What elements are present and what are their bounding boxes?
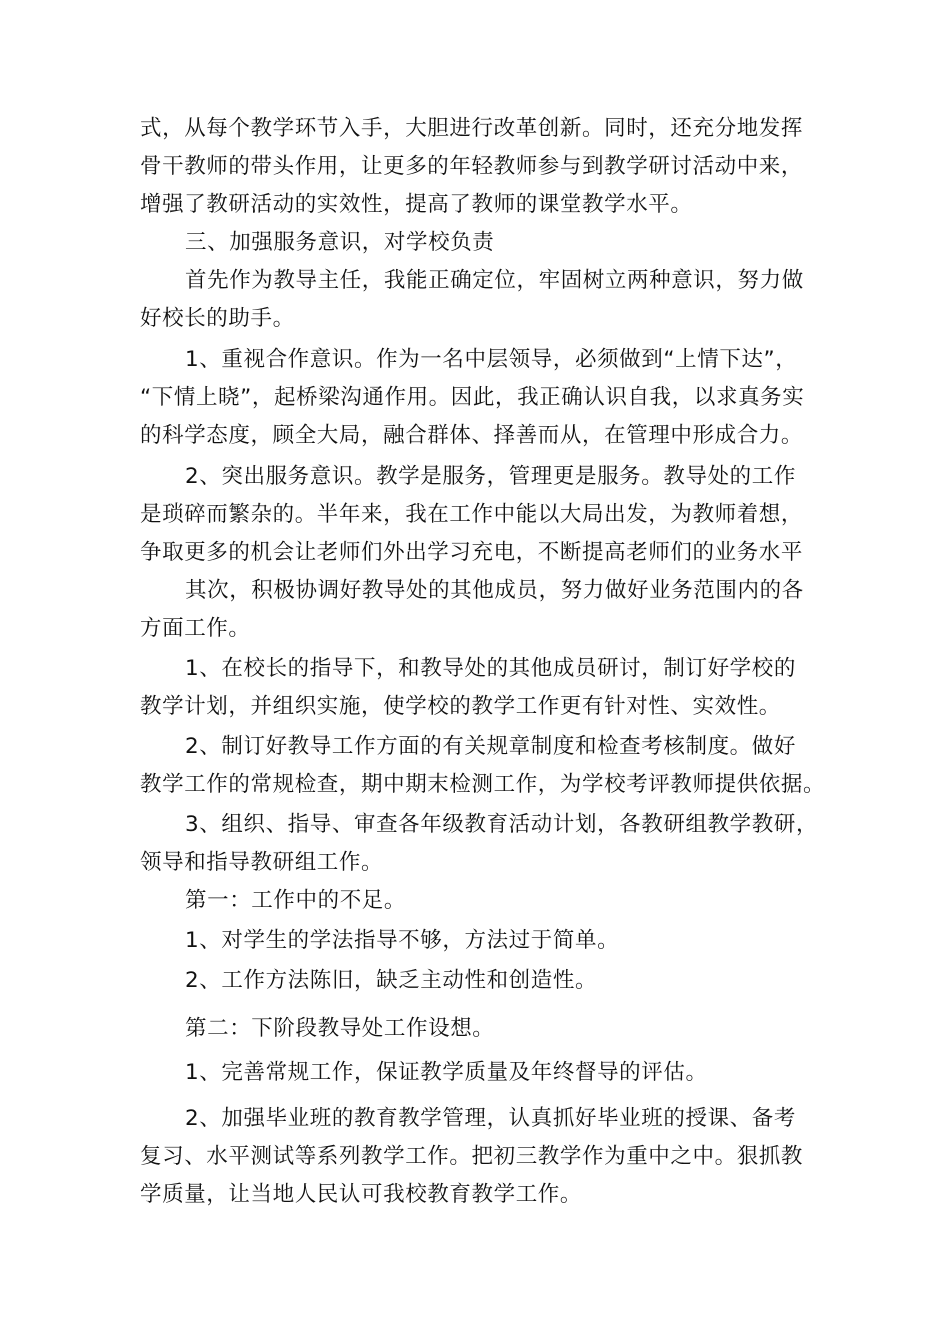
text-line: 教学工作的常规检查，期中期末检测工作，为学校考评教师提供依据。 xyxy=(140,772,826,797)
text-line: 是琐碎而繁杂的。半年来，我在工作中能以大局出发，为教师着想， xyxy=(140,502,804,527)
text-line: 1、对学生的学法指导不够，方法过于简单。 xyxy=(185,928,620,953)
text-line: 争取更多的机会让老师们外出学习充电，不断提高老师们的业务水平 xyxy=(140,540,804,565)
text-line: 2、制订好教导工作方面的有关规章制度和检查考核制度。做好 xyxy=(185,734,796,759)
text-line: 好校长的助手。 xyxy=(140,306,295,331)
text-line: 教学计划，并组织实施，使学校的教学工作更有针对性、实效性。 xyxy=(140,694,781,719)
text-line: 领导和指导教研组工作。 xyxy=(140,850,384,875)
text-line: 骨干教师的带头作用，让更多的年轻教师参与到教学研讨活动中来， xyxy=(140,154,804,179)
section-heading: 三、加强服务意识，对学校负责 xyxy=(185,230,495,255)
text-line: 式，从每个教学环节入手，大胆进行改革创新。同时，还充分地发挥 xyxy=(140,116,804,141)
text-line: 1、完善常规工作，保证教学质量及年终督导的评估。 xyxy=(185,1060,708,1085)
text-line: 1、在校长的指导下，和教导处的其他成员研讨，制订好学校的 xyxy=(185,656,796,681)
text-line: 的科学态度，顾全大局，融合群体、择善而从，在管理中形成合力。 xyxy=(140,423,804,448)
section-heading: 第一：工作中的不足。 xyxy=(185,888,407,913)
text-line: 首先作为教导主任，我能正确定位，牢固树立两种意识，努力做 xyxy=(185,268,804,293)
text-line: 复习、水平测试等系列教学工作。把初三教学作为重中之中。狠抓教 xyxy=(140,1144,804,1169)
text-line: 1、重视合作意识。作为一名中层领导，必须做到“上情下达”， xyxy=(185,347,798,372)
text-line: 学质量，让当地人民认可我校教育教学工作。 xyxy=(140,1182,583,1207)
section-heading: 第二：下阶段教导处工作设想。 xyxy=(185,1016,495,1041)
text-line: 2、突出服务意识。教学是服务，管理更是服务。教导处的工作 xyxy=(185,464,796,489)
text-line: 方面工作。 xyxy=(140,616,251,641)
text-line: 3、组织、指导、审查各年级教育活动计划，各教研组教学教研， xyxy=(185,812,819,837)
text-line: 2、工作方法陈旧，缺乏主动性和创造性。 xyxy=(185,968,598,993)
text-line: 增强了教研活动的实效性，提高了教师的课堂教学水平。 xyxy=(140,192,693,217)
text-line: 2、加强毕业班的教育教学管理，认真抓好毕业班的授课、备考 xyxy=(185,1106,796,1131)
text-line: “下情上晓”，起桥梁沟通作用。因此，我正确认识自我，以求真务实 xyxy=(140,385,805,410)
text-line: 其次，积极协调好教导处的其他成员，努力做好业务范围内的各 xyxy=(185,578,804,603)
